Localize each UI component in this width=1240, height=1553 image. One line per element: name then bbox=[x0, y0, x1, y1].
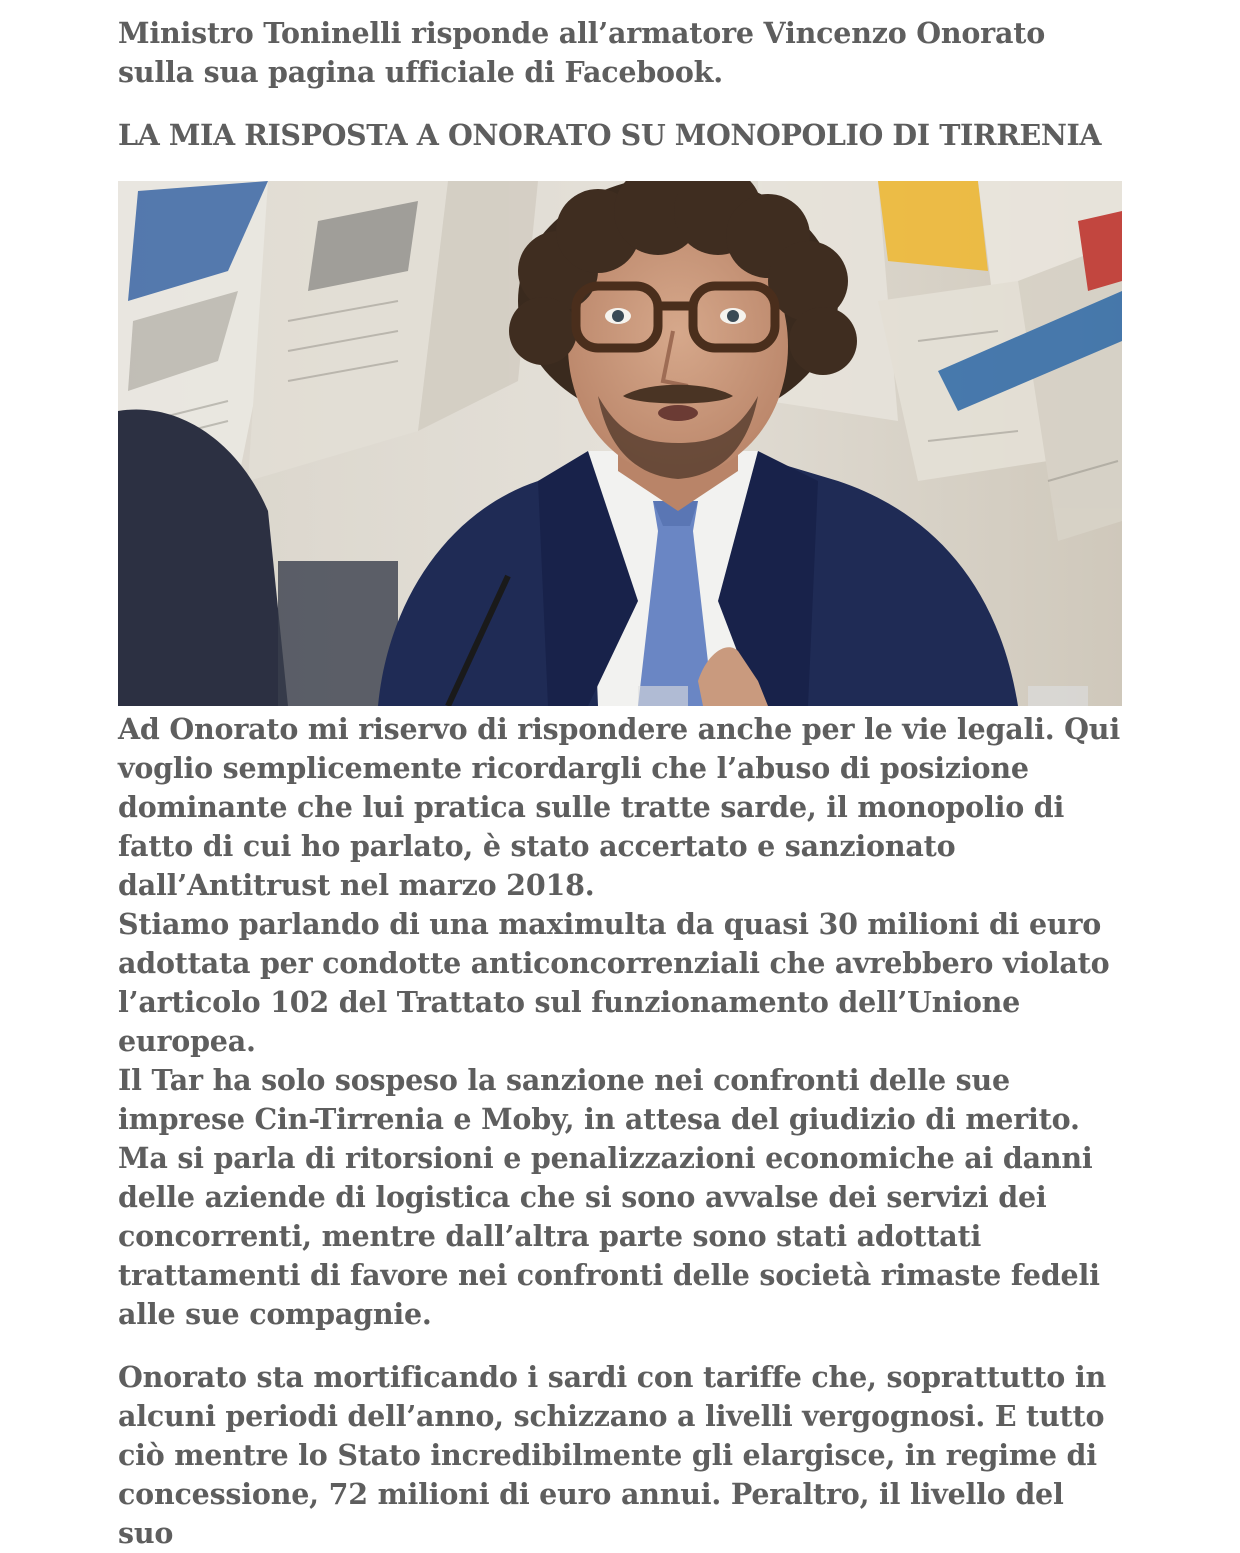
paragraph-3: Il Tar ha solo sospeso la sanzione nei confronti delle sue imprese Cin-Tirrenia e Moby, in attesa del giudizio di merito. Ma si parla di ritorsioni e penalizzazioni economiche ai danni delle aziende di logistica che si sono avvalse dei servizi dei concorrenti, mentre dall’altra parte sono stati adottati trattamenti di favore nei confronti delle società rimaste fedeli alle sue compagnie. bbox=[118, 1063, 1100, 1331]
intro-text: Ministro Toninelli risponde all’armatore Vincenzo Onorato sulla sua pagina ufficiale di Facebook. bbox=[118, 16, 1046, 89]
article-heading: LA MIA RISPOSTA A ONORATO SU MONOPOLIO DI TIRRENIA bbox=[118, 118, 1102, 152]
article-body bbox=[118, 710, 1128, 1553]
paragraph-4: Onorato sta mortificando i sardi con tariffe che, soprattutto in alcuni periodi dell’anno, schizzano a livelli vergognosi. E tutto ciò mentre lo Stato incredibilmente gli elargisce, in regime di concessione, 72 milioni di euro annui. Peraltro, il livello del suo bbox=[118, 1360, 1106, 1550]
paragraph-1: Ad Onorato mi riservo di rispondere anche per le vie legali. Qui voglio semplicemente ricordargli che l’abuso di posizione dominante che lui pratica sulle tratte sarde, il monopolio di fatto di cui ho parlato, è stato accertato e sanzionato dall’Antitrust nel marzo 2018. bbox=[118, 712, 1120, 902]
paragraph-2: Stiamo parlando di una maximulta da quasi 30 milioni di euro adottata per condotte anticoncorrenziali che avrebbero violato l’articolo 102 del Trattato sul funzionamento dell’Unione europea. bbox=[118, 907, 1110, 1058]
photo-illustration bbox=[118, 181, 1122, 706]
document-page bbox=[118, 14, 1128, 1553]
article-photo bbox=[118, 181, 1122, 706]
